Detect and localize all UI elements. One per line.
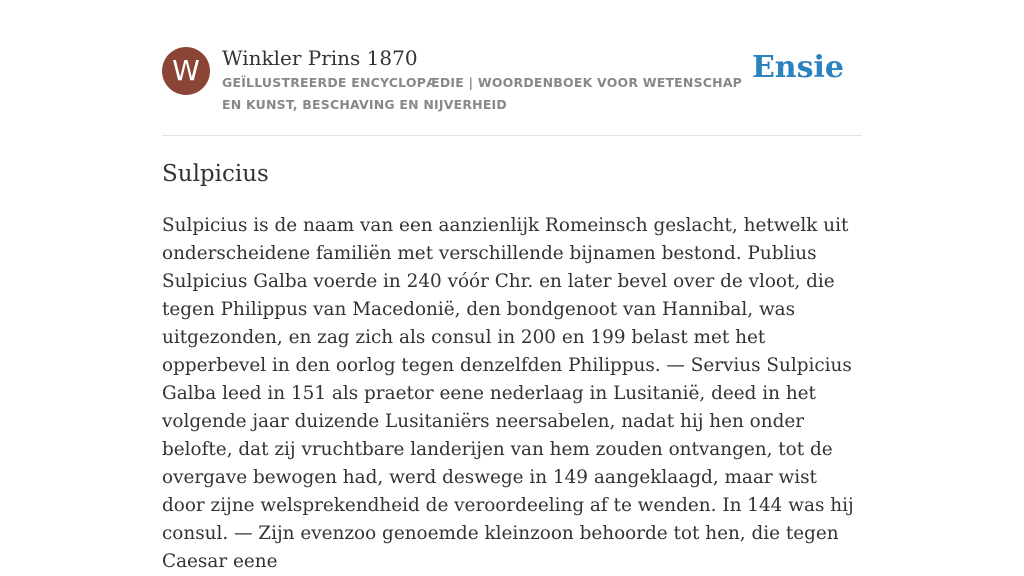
entry-title: Sulpicius [162,161,269,187]
ensie-logo-link[interactable]: Ensie [751,50,844,85]
source-info [222,44,752,116]
source-title[interactable]: Winkler Prins 1870 [222,46,418,70]
article-page [162,0,862,572]
source-header [162,44,862,116]
header-divider [162,135,862,136]
source-avatar[interactable]: W [162,47,210,95]
source-subtitle: GEÏLLUSTREERDE ENCYCLOPÆDIE | WOORDENBOEK VOOR WETENSCHAP EN KUNST, BESCHAVING EN NIJVERHEID [222,75,743,112]
entry-body: Sulpicius is de naam van een aanzienlijk Romeinsch geslacht, hetwelk uit onderscheidene familiën met verschillende bijnamen bestond. Publius Sulpicius Galba voerde in 240 vóór Chr. en later bevel over de vloot, die tegen Philippus van Macedonië, den bondgenoot van Hannibal, was uitgezonden, en zag zich als consul in 200 en 199 belast met het opperbevel in den oorlog tegen denzelfden Philippus. — Servius Sulpicius Galba leed in 151 als praetor eene nederlaag in Lusitanië, deed in het volgende jaar duizende Lusitaniërs neersabelen, nadat hij hen onder belofte, dat zij vruchtbare landerijen van hem zouden ontvangen, tot de overgave bewogen had, werd deswege in 149 aangeklaagd, maar wist door zijne welsprekendheid de veroordeeling af te wenden. In 144 was hij consul. — Zijn evenzoo genoemde kleinzoon behoorde tot hen, die tegen Caesar eene [162,215,854,572]
